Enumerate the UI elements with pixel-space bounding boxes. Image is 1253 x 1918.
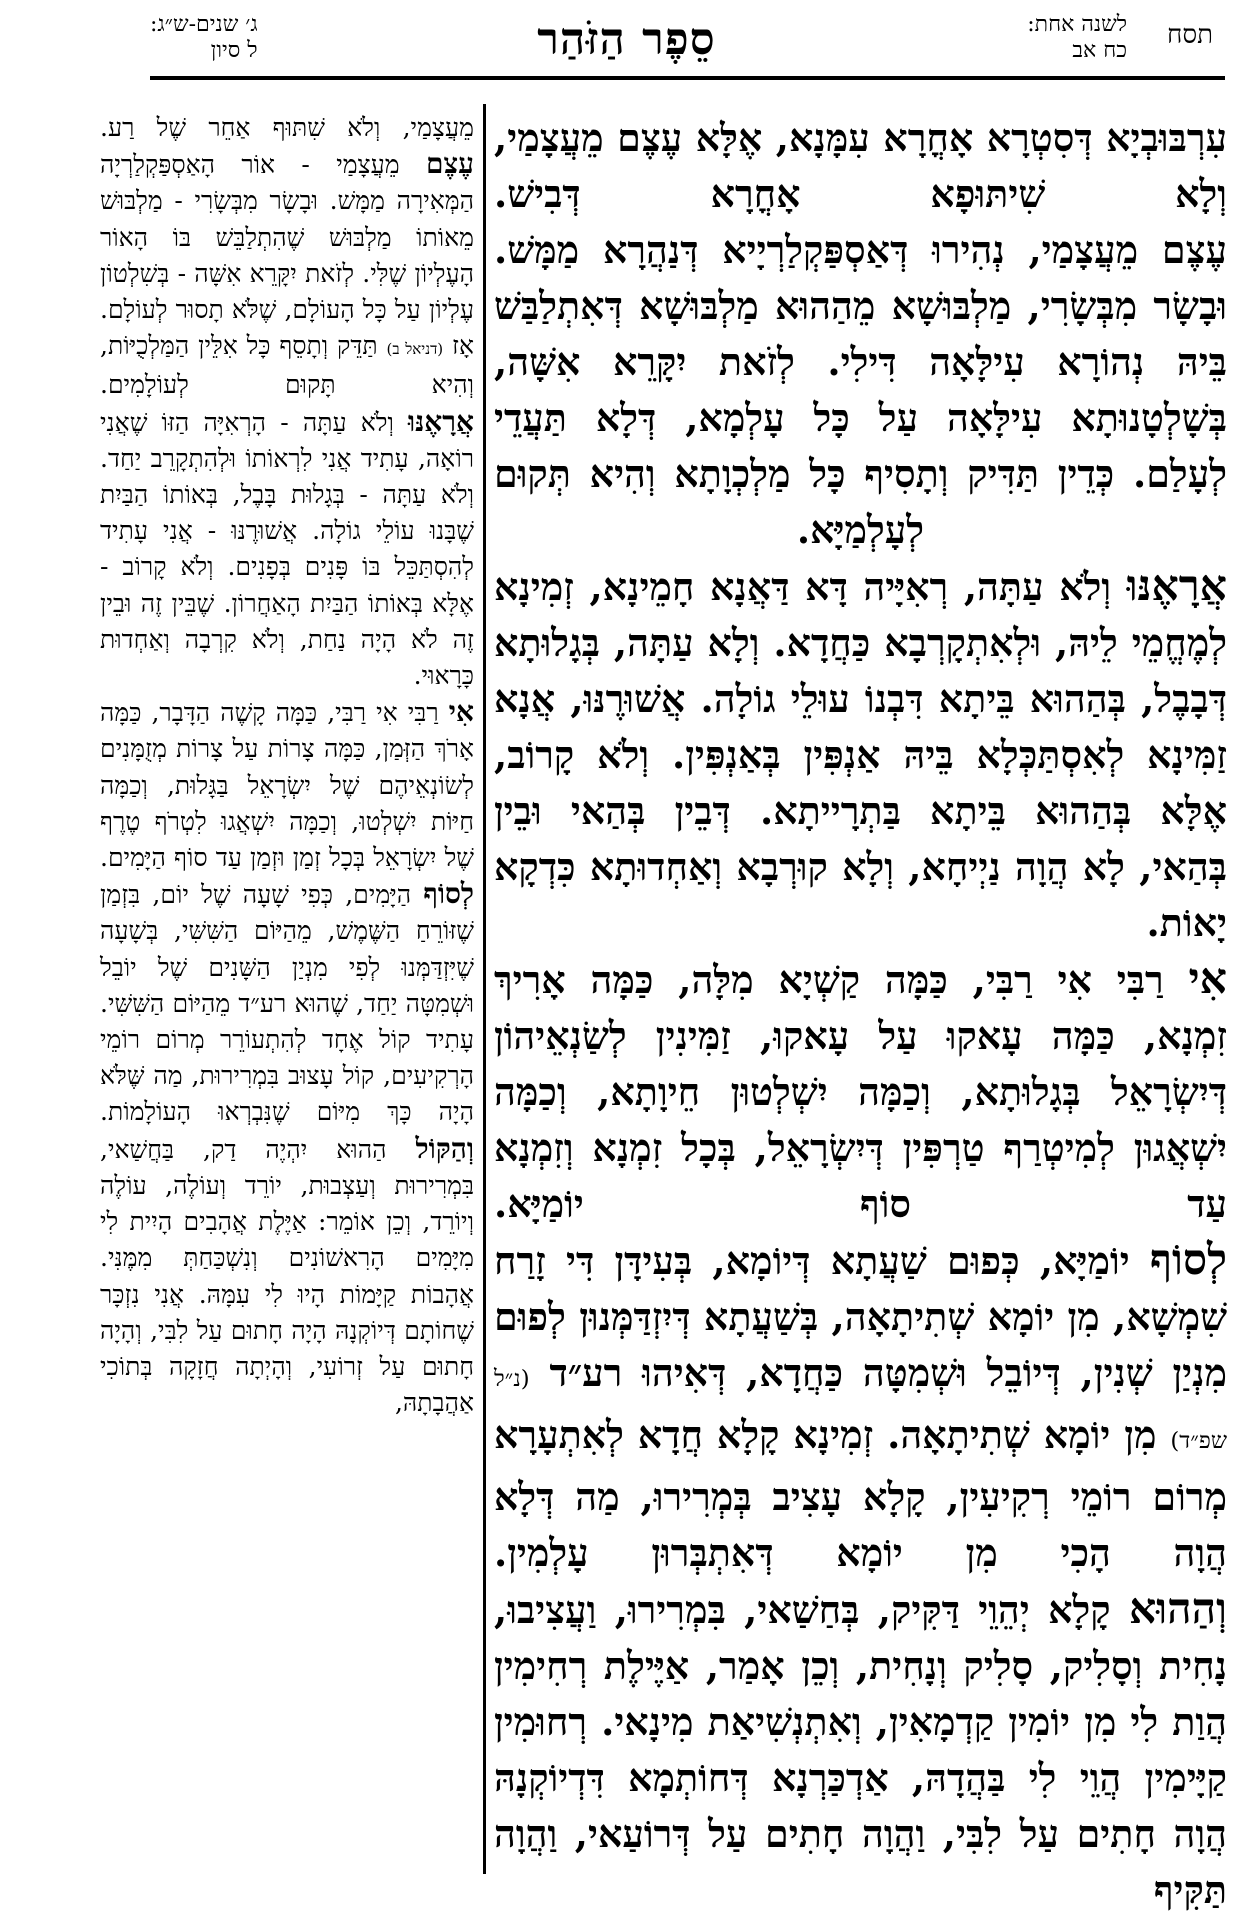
- source-reference: (נ״ל שפ״ד): [494, 1366, 1227, 1454]
- header-rule: [150, 76, 1225, 80]
- paragraph-lead-word: אֲרָאֶנּוּ: [408, 404, 475, 438]
- main-paragraph: וְהַהוּא קָלָא יְהֵוֵי דַּקִּיק, בְּחַשַׁאי, בִּמְרִירוּ, וַעֲצִיבוּ, נָחִית וְסָלִיק, סָלִיק וְנָחִית, וְכֵן אָמַר, אַיֶּילֶת רְחִימִין הֲוַת לִי מִן יוֹמִין קַדְמָאִין, וְאִתְנְשִׁיאַת מִינָאי. רְחוּמִין קַיָּימִין הֲוֵי לִי בַּהֲדָהּ, אַדְכַּרְנָא דְּחוֹתְמָא דִּדְיוֹקְנָהּ הֲוָה חָתִים עַל לִבִּי, וַהֲוָה חָתִים עַל דְּרוֹעַאי, וַהֲוָה תַּקִּיף: [494, 1584, 1227, 1912]
- main-paragraph: לְסוֹף יוֹמַיָּא, כְּפוּם שַׁעֲתָא דְּיוֹמָא, בְּעִידָּן דִּי זָרַח שִׁמְשָׁא, מִן יוֹמָא שְׁתִיתָאָה, בְּשַׁעֲתָא דְּיִזְדַּמְּנוּן לְפוּם מִנְיַן שְׁנִין, דְּיוֹבֵל וּשְׁמִטָּה כַּחֲדָא, דְּאִיהוּ רע״ד (נ״ל שפ״ד) מִן יוֹמָא שְׁתִיתָאָה. זְמִינָא קָלָא חֲדָא לְאִתְעָרָא מְרוֹם רוֹמֵי רְקִיעִין, קָלָא עָצִיב בְּמְרִירוּ, מַה דְּלָא הֲוָה הָכִי מִן יוֹמָא דְּאִתְבְּרוּן עָלְמִין.: [494, 1235, 1228, 1575]
- main-paragraph: עִרְבּוּבְיָא דְּסִטְרָא אָחֳרָא עִמָּנָא, אֶלָּא עֶצֶם מֵעֲצָמַי, וְלָא שִׁיתּוּפָא אָחֳרָא דְּבִישׁ.: [494, 115, 1227, 216]
- paragraph-lead-word: לְסוֹף: [423, 877, 475, 911]
- source-reference: (דניאל ב): [386, 340, 444, 359]
- years-label: ג׳ שנים-ש״ג:: [150, 12, 258, 37]
- date-label: כח אב: [1072, 38, 1127, 63]
- paragraph-lead-word: אִי: [448, 695, 474, 729]
- month-label: ל סיון: [210, 38, 258, 63]
- main-paragraph: עֶצֶם מֵעֲצָמַי, נְהִירוּ דְּאַסְפַּקְלַרְיָיא דְּנַהֲרָא מַמָּשׁ. וּבָשָׂר מִבְּשָׂרִי, מַלְבּוּשָׁא מֵהַהוּא מַלְבּוּשָׁא דְּאִתְלַבַּשׁ בֵּיהּ נְהוֹרָא עִילָּאָה דִּילִי. לְזֹאת יִקָּרֵא אִשָּׁה, בְּשָׁלְטָנוּתָא עִילָּאָה עַל כָּל עָלְמָא, דְּלָא תַּעֲדֵי לְעָלַם. כְּדֵין תַּדִּיק וְתָסִיף כָּל מַלְכְוָתָא וְהִיא תְּקוּם לְעָלְמַיָּא.: [494, 227, 1227, 552]
- paragraph-lead-word: אֲרָאֶנּוּ: [1126, 561, 1227, 611]
- header-left: [150, 12, 258, 64]
- side-paragraph: עֶצֶם מֵעֲצָמַי - אוֹר הָאַסְפַּקְלַרְיָה הַמְּאִירָה מַמָּשׁ. וּבָשָׂר מִבְּשָׂרִי - מַלְבּוּשׁ מֵאוֹתוֹ מַלְבּוּשׁ שֶׁהִתְלַבֵּשׁ בּוֹ הָאוֹר הָעֶלְיוֹן שֶׁלִּי. לְזֹאת יִקָּרֵא אִשָּׁה - בְּשִׁלְטוֹן עֶלְיוֹן עַל כָּל הָעוֹלָם, שֶׁלֹּא תָסוּר לְעוֹלָם. אָז (דניאל ב) תַּדֵּק וְתָסֵף כָּל אִלֵּין הַמַּלְכֻיּוֹת, וְהִיא תָּקוּם לְעוֹלָמִים.: [100, 147, 475, 400]
- side-paragraph: אֲרָאֶנּוּ וְלֹא עַתָּה - הָרְאִיָּה הַזּוֹ שֶׁאֲנִי רוֹאָה, עָתִיד אֲנִי לִרְאוֹתוֹ וּלְהִתְקָרֵב יַחַד. וְלֹא עַתָּה - בְּגָלוּת בָּבֶל, בְּאוֹתוֹ הַבַּיִת שֶׁבָּנוּ עוֹלֵי גוֹלָה. אֲשׁוּרֶנּוּ - אֲנִי עָתִיד לְהִסְתַּכֵּל בּוֹ פָּנִים בְּפָנִים. וְלֹא קָרוֹב - אֶלָּא בְּאוֹתוֹ הַבַּיִת הָאַחֲרוֹן. שֶׁבֵּין זֶה וּבֵין זֶה לֹא הָיָה נַחַת, וְלֹא קִרְבָה וְאַחְדוּת כָּרָאוּי.: [100, 404, 475, 691]
- side-paragraph: אִי רַבִּי אִי רַבִּי, כַּמָּה קָשֶׁה הַדָּבָר, כַּמָּה אָרֹךְ הַזְּמַן, כַּמָּה צָרוֹת עַל צָרוֹת מְזֻמָּנִים לְשׂוֹנְאֵיהֶם שֶׁל יִשְׂרָאֵל בַּגָּלוּת, וְכַמָּה חַיּוֹת יִשְׁלְטוּ, וְכַמָּה יִשְׁאֲגוּ לִטְרֹף טֶרֶף שֶׁל יִשְׂרָאֵל בְּכָל זְמַן וּזְמַן עַד סוֹף הַיָּמִים.: [100, 695, 474, 873]
- translation-column: [100, 110, 474, 1421]
- paragraph-lead-word: עֶצֶם: [426, 147, 474, 181]
- main-column: [494, 110, 1227, 1918]
- side-paragraph: לְסוֹף הַיָּמִים, כְּפִי שָׁעָה שֶׁל יוֹם, בִּזְמַן שֶׁזּוֹרֵחַ הַשֶּׁמֶשׁ, מֵהַיּוֹם הַשִּׁשִּׁי, בְּשָׁעָה שֶׁיִּזְדַּמְּנוּ לְפִי מִנְיַן הַשָּׁנִים שֶׁל יוֹבֵל וּשְׁמִטָּה יַחַד, שֶׁהוּא רע״ד מֵהַיּוֹם הַשִּׁשִּׁי. עָתִיד קוֹל אֶחָד לְהִתְעוֹרֵר מְרוֹם רוֹמֵי הָרְקִיעִים, קוֹל עָצוּב בִּמְרִירוּת, מַה שֶּׁלֹּא הָיָה כָּךְ מִיּוֹם שֶׁנִּבְרְאוּ הָעוֹלָמוֹת.: [100, 877, 475, 1127]
- main-paragraph: אֲרָאֶנּוּ וְלֹא עַתָּה, רְאִיָּיה דָּא דַּאֲנָא חָמֵינָא, זְמִינָא לְמֶחֱמֵי לֵיהּ, וּלְאִתְקָרְבָא כַּחֲדָא. וְלָא עַתָּה, בְּגָלוּתָא דְּבָבֶל, בְּהַהוּא בֵּיתָא דִּבְנוֹ עוּלֵי גוֹלָה. אֲשׁוּרֶנּוּ, אֲנָא זַמִּינָא לְאִסְתַּכְּלָא בֵּיהּ אַנְפִּין בְּאַנְפִּין. וְלֹא קָרוֹב, אֶלָּא בְּהַהוּא בֵּיתָא בַּתְרָייתָא. דְּבֵין בְּהַאי וּבֵין בְּהַאי, לָא הֲוָה נַיְיחָא, וְלָא קוּרְבָא וְאַחְדוּתָא כִּדְקָא יָאוֹת.: [494, 561, 1227, 945]
- paragraph-lead-word: אִי: [1188, 954, 1228, 1004]
- paragraph-lead-word: לְסוֹף: [1149, 1235, 1227, 1285]
- side-paragraph: וְהַקּוֹל הַהוּא יִהְיֶה דַק, בַּחֲשַׁאי, בִּמְרִירוּת וְעַצְבוּת, יוֹרֵד וְעוֹלֶה, עוֹלֶה וְיוֹרֵד, וְכֵן אוֹמֵר: אַיֶּלֶת אֲהָבִים הָיִית לִי מִיָּמִים הָרִאשׁוֹנִים וְנִשְׁכַּחַתְּ מִמֶּנִּי. אֲהָבוֹת קַיָּמוֹת הָיוּ לִי עִמָּהּ. אֲנִי נִזְכָּר שֶׁחוֹתָם דְּיוֹקְנָהּ הָיָה חָתוּם עַל לִבִּי, וְהָיָה חָתוּם עַל זְרוֹעִי, וְהָיְתָה חֲזָקָה בְּתוֹכִי אַהֲבָתָהּ,: [100, 1131, 474, 1418]
- paragraph-lead-word: וְהַהוּא: [1128, 1584, 1227, 1634]
- paragraph-lead-word: וְהַקּוֹל: [415, 1131, 474, 1165]
- book-title: סֵפֶר הַזֹּהַר: [537, 14, 716, 65]
- page-number: תסח: [1166, 20, 1213, 50]
- side-paragraph: מֵעֲצָמַי, וְלֹא שִׁתּוּף אַחֵר שֶׁל רַע.: [100, 113, 474, 142]
- main-paragraph: אִי רַבִּי אִי רַבִּי, כַּמָּה קַשְׁיָא מִלָּה, כַּמָּה אָרִיךְ זִמְנָא, כַּמָּה עָאקוּ עַל עָאקוּ, זַמִּינִין לְשַׂנְאֵיהוֹן דְּיִשְׂרָאֵל בְּגָלוּתָא, וְכַמָּה יִשְׁלְטוּן חֵיוָתָא, וְכַמָּה יִשְׁאֲגוּן לְמִיטְרַף טַרְפִּין דְּיִשְׂרָאֵל, בְּכָל זִמְנָא וְזִמְנָא עַד סוֹף יוֹמַיָּא.: [494, 954, 1228, 1226]
- column-divider: [483, 104, 486, 1874]
- cycle-label: לשנה אחת:: [1027, 12, 1127, 37]
